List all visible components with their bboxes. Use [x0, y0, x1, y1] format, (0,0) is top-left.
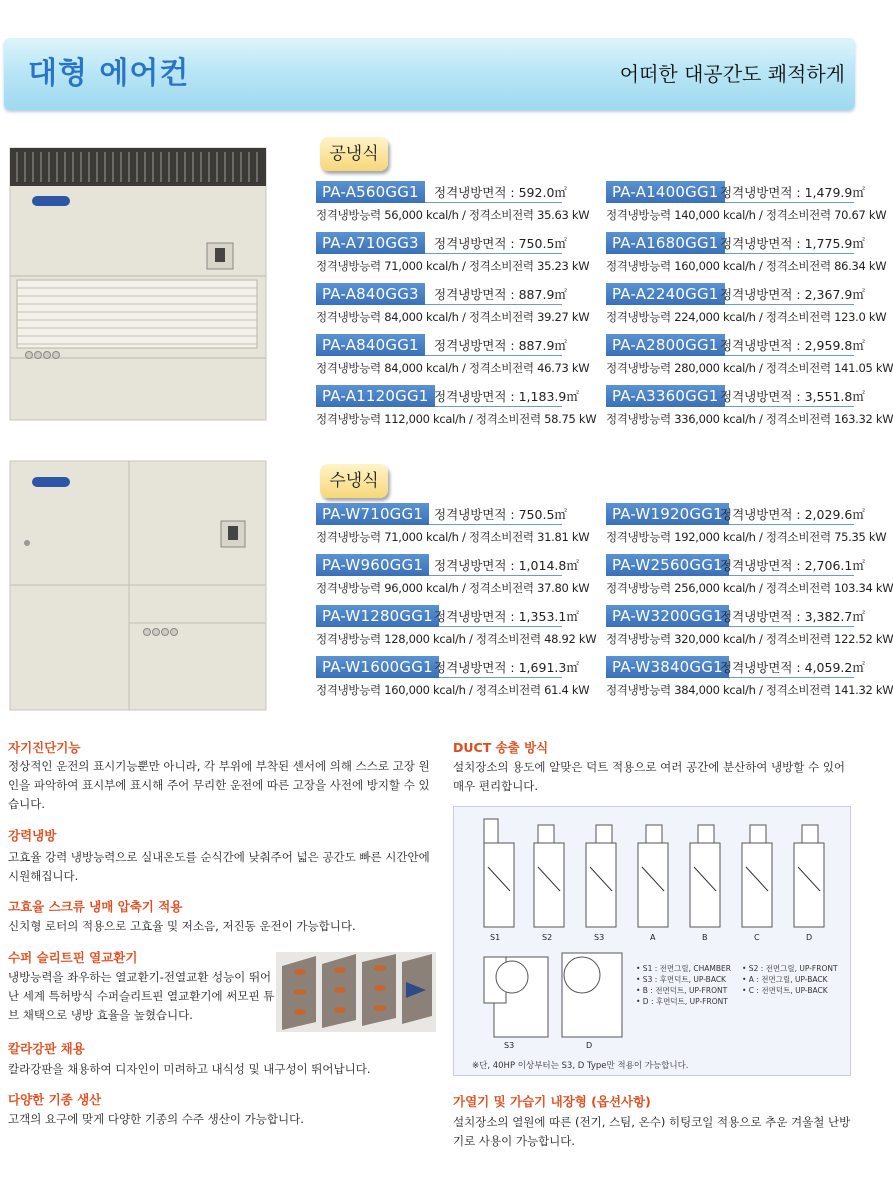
model-spec: 정격냉방능력 128,000 kcal/h / 정격소비전력 48.92 kW	[316, 632, 597, 646]
duct-legend: • S3 : 후면덕트, UP-BACK	[636, 975, 726, 984]
duct-type-label: B	[702, 933, 708, 942]
model-area: 정격냉방면적 : 3,551.8㎡	[720, 389, 865, 404]
model-name-badge: PA-W710GG1	[316, 503, 429, 525]
duct-type-label: A	[650, 933, 656, 942]
duct-type-label: D	[806, 933, 813, 942]
model-spec: 정격냉방능력 320,000 kcal/h / 정격소비전력 122.52 kW	[606, 632, 893, 646]
model-area: 정격냉방면적 : 2,029.6㎡	[720, 507, 865, 522]
duct-note: ※단, 40HP 이상부터는 S3, D Type만 적용이 가능합니다.	[472, 1061, 689, 1071]
water-cooled-tab: 수냉식	[320, 464, 388, 498]
feature-text: 고객의 요구에 맞게 다양한 기종의 수주 생산이 가능합니다.	[8, 1112, 304, 1126]
duct-diagram	[453, 806, 851, 1076]
air-cooled-unit-image	[7, 148, 269, 420]
model-row	[316, 334, 567, 356]
model-row	[606, 385, 865, 407]
model-spec: 정격냉방능력 160,000 kcal/h / 정격소비전력 61.4 kW	[316, 683, 590, 697]
model-area: 정격냉방면적 : 3,382.7㎡	[720, 609, 865, 624]
duct-legend: • S1 : 전면그릴, CHAMBER	[636, 964, 731, 973]
feature-title: 자기진단기능	[8, 740, 81, 755]
feature-title: 칼라강판 채용	[8, 1041, 85, 1056]
model-area: 정격냉방면적 : 887.9㎡	[434, 287, 567, 302]
model-row	[316, 503, 567, 525]
feature-title: DUCT 송출 방식	[453, 740, 549, 755]
feature-title: 강력냉방	[8, 828, 57, 843]
model-name-badge: PA-W1280GG1	[316, 605, 439, 627]
model-area: 정격냉방면적 : 4,059.2㎡	[720, 660, 865, 675]
model-name-badge: PA-A1120GG1	[316, 385, 435, 407]
model-spec: 정격냉방능력 71,000 kcal/h / 정격소비전력 35.23 kW	[316, 259, 590, 273]
feature-text: 설치장소의 열원에 따른 (전기, 스팀, 온수) 히팅코일 적용으로 추운 겨울철 난방기로 사용이 가능합니다.	[453, 1115, 851, 1148]
model-area: 정격냉방면적 : 1,183.9㎡	[434, 389, 579, 404]
model-name-badge: PA-A840GG1	[316, 334, 425, 356]
duct-legend: • D : 후면덕트, UP-FRONT	[636, 997, 728, 1006]
model-area: 정격냉방면적 : 2,367.9㎡	[720, 287, 865, 302]
model-area: 정격냉방면적 : 1,353.1㎡	[434, 609, 579, 624]
model-name-badge: PA-W2560GG1	[606, 554, 729, 576]
model-row	[316, 385, 579, 407]
duct-type-label: D	[586, 1041, 593, 1050]
model-spec: 정격냉방능력 112,000 kcal/h / 정격소비전력 58.75 kW	[316, 412, 597, 426]
model-spec: 정격냉방능력 56,000 kcal/h / 정격소비전력 35.63 kW	[316, 208, 590, 222]
model-row	[316, 283, 567, 305]
model-spec: 정격냉방능력 71,000 kcal/h / 정격소비전력 31.81 kW	[316, 530, 590, 544]
page-title: 대형 에어컨	[28, 56, 190, 91]
model-area: 정격냉방면적 : 1,775.9㎡	[720, 236, 865, 251]
model-name-badge: PA-W960GG1	[316, 554, 429, 576]
model-spec: 정격냉방능력 256,000 kcal/h / 정격소비전력 103.34 kW	[606, 581, 893, 595]
model-spec: 정격냉방능력 160,000 kcal/h / 정격소비전력 86.34 kW	[606, 259, 887, 273]
feature-title: 고효율 스크류 냉매 압축기 적용	[8, 899, 183, 914]
air-cooled-tab: 공냉식	[320, 137, 388, 171]
model-area: 정격냉방면적 : 1,479.9㎡	[720, 185, 865, 200]
model-name-badge: PA-A560GG1	[316, 181, 425, 203]
duct-type-label: C	[754, 933, 760, 942]
model-name-badge: PA-A3360GG1	[606, 385, 725, 407]
model-spec: 정격냉방능력 224,000 kcal/h / 정격소비전력 123.0 kW	[606, 310, 887, 324]
feature-text: 신치형 로터의 적용으로 고효율 및 저소음, 저진동 운전이 가능합니다.	[8, 919, 356, 933]
feature-title: 가열기 및 가습기 내장형 (옵션사항)	[453, 1094, 651, 1109]
page-header	[4, 38, 855, 110]
model-name-badge: PA-A1680GG1	[606, 232, 725, 254]
model-row	[316, 232, 567, 254]
duct-type-label: S3	[504, 1041, 515, 1050]
water-cooled-unit-image	[7, 455, 269, 710]
feature-text: 정상적인 운전의 표시기능뿐만 아니라, 각 부위에 부착된 센서에 의해 스스로 고장 원인을 파악하여 표시부에 표시해 주어 무리한 운전에 따른 고장을 사전에 방지할 수 있습니다.	[8, 759, 430, 811]
model-area: 정격냉방면적 : 2,706.1㎡	[720, 558, 865, 573]
model-name-badge: PA-W3200GG1	[606, 605, 729, 627]
model-name-badge: PA-A1400GG1	[606, 181, 725, 203]
model-spec: 정격냉방능력 336,000 kcal/h / 정격소비전력 163.32 kW	[606, 412, 893, 426]
model-spec: 정격냉방능력 84,000 kcal/h / 정격소비전력 39.27 kW	[316, 310, 590, 324]
feature-text: 설치장소의 용도에 알맞은 덕트 적용으로 여러 공간에 분산하여 냉방할 수 있어 매우 편리합니다.	[453, 760, 846, 793]
model-name-badge: PA-A710GG3	[316, 232, 425, 254]
model-row	[316, 656, 579, 678]
model-row	[606, 605, 865, 627]
model-area: 정격냉방면적 : 592.0㎡	[434, 185, 567, 200]
duct-legend: • B : 전면덕트, UP-FRONT	[636, 986, 728, 995]
model-row	[606, 181, 865, 203]
model-row	[316, 605, 579, 627]
model-row	[606, 503, 865, 525]
model-area: 정격냉방면적 : 750.5㎡	[434, 236, 567, 251]
model-spec: 정격냉방능력 280,000 kcal/h / 정격소비전력 141.05 kW	[606, 361, 893, 375]
model-spec: 정격냉방능력 96,000 kcal/h / 정격소비전력 37.80 kW	[316, 581, 590, 595]
model-spec: 정격냉방능력 84,000 kcal/h / 정격소비전력 46.73 kW	[316, 361, 590, 375]
duct-type-label: S3	[594, 933, 605, 942]
model-area: 정격냉방면적 : 2,959.8㎡	[720, 338, 865, 353]
feature-title: 다양한 기종 생산	[8, 1092, 102, 1107]
heat-exchanger-image	[276, 952, 436, 1032]
model-name-badge: PA-A2240GG1	[606, 283, 725, 305]
duct-type-label: S1	[490, 933, 501, 942]
model-spec: 정격냉방능력 192,000 kcal/h / 정격소비전력 75.35 kW	[606, 530, 887, 544]
model-name-badge: PA-A840GG3	[316, 283, 425, 305]
model-row	[606, 554, 865, 576]
model-area: 정격냉방면적 : 1,691.3㎡	[434, 660, 579, 675]
model-area: 정격냉방면적 : 887.9㎡	[434, 338, 567, 353]
model-name-badge: PA-W1920GG1	[606, 503, 729, 525]
model-row	[606, 656, 865, 678]
model-row	[606, 283, 865, 305]
feature-title: 수퍼 슬리트핀 열교환기	[8, 950, 138, 965]
duct-type-label: S2	[542, 933, 553, 942]
model-row	[606, 232, 865, 254]
model-name-badge: PA-W3840GG1	[606, 656, 729, 678]
feature-text: 칼라강판을 채용하여 디자인이 미려하고 내식성 및 내구성이 뛰어납니다.	[8, 1062, 371, 1076]
model-row	[606, 334, 865, 356]
model-spec: 정격냉방능력 384,000 kcal/h / 정격소비전력 141.32 kW	[606, 683, 893, 697]
duct-legend: • A : 전면그릴, UP-BACK	[742, 975, 828, 984]
duct-legend: • C : 전면덕트, UP-BACK	[742, 986, 828, 995]
feature-text: 고효율 강력 냉방능력으로 실내온도를 순식간에 낮춰주어 넓은 공간도 빠른 시간안에 시원해집니다.	[8, 850, 430, 883]
model-area: 정격냉방면적 : 750.5㎡	[434, 507, 567, 522]
model-name-badge: PA-W1600GG1	[316, 656, 439, 678]
model-name-badge: PA-A2800GG1	[606, 334, 725, 356]
model-area: 정격냉방면적 : 1,014.8㎡	[434, 558, 579, 573]
model-row	[316, 181, 567, 203]
feature-text: 냉방능력을 좌우하는 열교환기-전열교환 성능이 뛰어난 세계 특허방식 수퍼슬리트핀 열교환기에 써모핀 튜브 채택으로 냉방 효율을 높혔습니다.	[8, 970, 275, 1022]
duct-legend: • S2 : 전면그릴, UP-FRONT	[742, 964, 838, 973]
model-spec: 정격냉방능력 140,000 kcal/h / 정격소비전력 70.67 kW	[606, 208, 887, 222]
page-subtitle: 어떠한 대공간도 쾌적하게	[619, 62, 845, 86]
model-row	[316, 554, 579, 576]
